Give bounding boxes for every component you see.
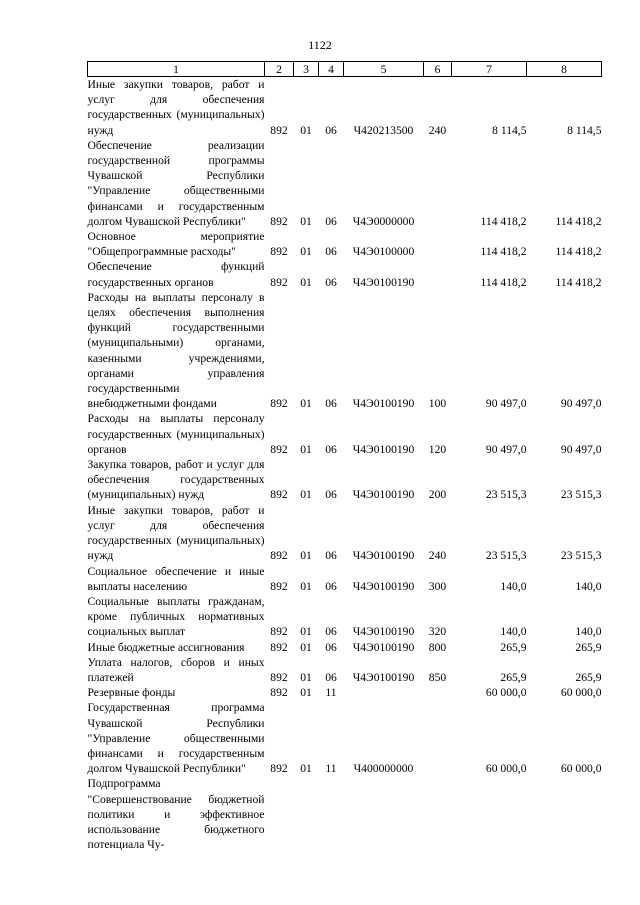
row-amount-2: 140,0 — [575, 579, 602, 593]
row-amount-1: 60 000,0 — [485, 686, 527, 700]
row-amount-2: 114 418,2 — [555, 275, 602, 289]
row-amount-1: 60 000,0 — [485, 762, 527, 776]
row-amount-2: 8 114,5 — [567, 123, 602, 137]
table-row — [88, 685, 602, 700]
row-glav-code: 892 — [270, 275, 288, 289]
row-expense-type-code: 120 — [428, 442, 447, 456]
row-subsection-code: 06 — [325, 275, 337, 289]
row-glav-code: 892 — [270, 686, 288, 700]
row-subsection-code: 06 — [325, 214, 337, 228]
row-glav-code: 892 — [270, 488, 288, 502]
row-name: Социальное обеспечение и иные выплаты населению — [87, 564, 265, 593]
row-section-code: 01 — [300, 397, 312, 411]
row-amount-1: 140,0 — [500, 625, 527, 639]
row-amount-1: 90 497,0 — [485, 442, 527, 456]
row-section-code: 01 — [300, 488, 312, 502]
row-subsection-code: 06 — [325, 123, 337, 137]
row-amount-2: 140,0 — [575, 625, 602, 639]
table-row — [88, 290, 602, 412]
row-target-article-code: Ч4Э0100000 — [352, 245, 415, 259]
row-name: Государственная программа Чувашской Республики "Управление общественными финансами и государственным долгом Чувашской Республики" — [87, 701, 265, 776]
row-glav-code: 892 — [270, 397, 288, 411]
row-target-article-code: Ч4Э0100190 — [352, 579, 415, 593]
column-header-3: 3 — [294, 62, 319, 77]
row-name: Закупка товаров, работ и услуг для обеспечения государственных (муниципальных) нужд — [87, 458, 265, 502]
row-glav-code: 892 — [270, 245, 288, 259]
row-amount-1: 114 418,2 — [480, 245, 527, 259]
row-section-code: 01 — [300, 625, 312, 639]
row-expense-type-code: 850 — [428, 670, 447, 684]
row-expense-type-code — [424, 700, 452, 776]
row-section-code: 01 — [300, 275, 312, 289]
row-glav-code: 892 — [270, 670, 288, 684]
row-glav-code: 892 — [270, 123, 288, 137]
table-body — [88, 77, 602, 853]
row-glav-code: 892 — [270, 640, 288, 654]
row-subsection-code: 06 — [325, 245, 337, 259]
row-expense-type-code — [424, 229, 452, 259]
row-section-code: 01 — [300, 579, 312, 593]
row-section-code: 01 — [300, 245, 312, 259]
page-number: 1122 — [308, 38, 332, 52]
row-expense-type-code — [424, 685, 452, 700]
row-amount-2: 90 497,0 — [560, 442, 602, 456]
row-name: Резервные фонды — [87, 686, 176, 700]
row-glav-code: 892 — [270, 214, 288, 228]
row-target-article-code: Ч4Э0100190 — [352, 640, 415, 654]
column-header-2: 2 — [265, 62, 294, 77]
table-row — [88, 564, 602, 594]
row-section-code: 01 — [300, 686, 312, 700]
row-amount-2: 114 418,2 — [555, 245, 602, 259]
row-amount-2 — [527, 776, 602, 852]
row-amount-2: 114 418,2 — [555, 214, 602, 228]
row-target-article-code: Ч4Э0100190 — [352, 442, 415, 456]
row-glav-code: 892 — [270, 549, 288, 563]
table-row — [88, 655, 602, 685]
table-row — [88, 138, 602, 229]
row-amount-1: 8 114,5 — [492, 123, 527, 137]
table-row — [88, 594, 602, 640]
row-subsection-code: 06 — [325, 625, 337, 639]
row-target-article-code: Ч420213500 — [353, 123, 414, 137]
row-amount-2: 60 000,0 — [560, 762, 602, 776]
row-amount-1: 265,9 — [500, 670, 527, 684]
row-amount-1 — [452, 776, 527, 852]
row-amount-2: 23 515,3 — [560, 549, 602, 563]
table-row — [88, 411, 602, 457]
row-section-code: 01 — [300, 442, 312, 456]
row-amount-1: 265,9 — [500, 640, 527, 654]
row-glav-code: 892 — [270, 579, 288, 593]
row-name: Иные закупки товаров, работ и услуг для обеспечения государственных (муниципальных) нужд — [87, 78, 265, 137]
row-target-article-code: Ч4Э0100190 — [352, 625, 415, 639]
row-name: Обеспечение функций государственных органов — [87, 260, 265, 289]
row-glav-code: 892 — [270, 625, 288, 639]
column-number-header-row — [88, 62, 602, 77]
row-subsection-code: 06 — [325, 670, 337, 684]
table-row — [88, 259, 602, 289]
row-glav-code: 892 — [270, 762, 288, 776]
row-glav-code: 892 — [270, 442, 288, 456]
row-target-article-code: Ч400000000 — [353, 762, 414, 776]
row-amount-2: 265,9 — [575, 670, 602, 684]
row-subsection-code: 11 — [325, 686, 337, 700]
row-subsection-code: 06 — [325, 579, 337, 593]
row-target-article-code: Ч4Э0000000 — [352, 214, 415, 228]
row-target-article-code: Ч4Э0100190 — [352, 275, 415, 289]
row-amount-1: 23 515,3 — [485, 549, 527, 563]
row-subsection-code: 11 — [325, 762, 337, 776]
row-target-article-code: Ч4Э0100190 — [352, 549, 415, 563]
row-name: Расходы на выплаты персоналу в целях обеспечения выполнения функций государственными (муниципальными) органами, казенными учреждениями, органами управления государственными внебюджетными фондами — [87, 290, 265, 411]
row-name: Иные бюджетные ассигнования — [87, 640, 245, 654]
column-header-8: 8 — [527, 62, 602, 77]
column-header-1: 1 — [88, 62, 265, 77]
row-section-code — [294, 776, 319, 852]
row-subsection-code: 06 — [325, 442, 337, 456]
row-expense-type-code: 100 — [428, 397, 447, 411]
table-row — [88, 640, 602, 655]
row-subsection-code: 06 — [325, 397, 337, 411]
row-subsection-code: 06 — [325, 640, 337, 654]
row-expense-type-code — [424, 259, 452, 289]
row-amount-1: 114 418,2 — [480, 275, 527, 289]
table-row — [88, 776, 602, 852]
column-header-7: 7 — [452, 62, 527, 77]
row-name: Обеспечение реализации государственной программы Чувашской Республики "Управление общественными финансами и государственным долгом Чувашской Республики" — [87, 138, 265, 228]
row-amount-2: 90 497,0 — [560, 397, 602, 411]
row-section-code: 01 — [300, 549, 312, 563]
row-amount-2: 23 515,3 — [560, 488, 602, 502]
table-row — [88, 503, 602, 564]
row-name: Расходы на выплаты персоналу государственных (муниципальных) органов — [87, 412, 265, 456]
row-name: Социальные выплаты гражданам, кроме публичных нормативных социальных выплат — [87, 594, 265, 639]
row-name: Основное мероприятие "Общепрограммные расходы" — [87, 230, 265, 259]
row-section-code: 01 — [300, 214, 312, 228]
table-row — [88, 457, 602, 503]
table-row — [88, 700, 602, 776]
row-expense-type-code: 200 — [428, 488, 447, 502]
row-amount-1: 23 515,3 — [485, 488, 527, 502]
row-name: Уплата налогов, сборов и иных платежей — [87, 655, 265, 684]
row-expense-type-code: 800 — [428, 640, 447, 654]
row-glav-code — [265, 776, 294, 852]
row-expense-type-code: 240 — [428, 123, 447, 137]
row-target-article-code: Ч4Э0100190 — [352, 397, 415, 411]
row-subsection-code: 06 — [325, 488, 337, 502]
row-expense-type-code: 240 — [428, 549, 447, 563]
row-section-code: 01 — [300, 762, 312, 776]
row-target-article-code — [344, 776, 424, 852]
row-amount-1: 90 497,0 — [485, 397, 527, 411]
row-amount-2: 265,9 — [575, 640, 602, 654]
table-row — [88, 77, 602, 138]
column-header-5: 5 — [344, 62, 424, 77]
row-expense-type-code: 300 — [428, 579, 447, 593]
row-subsection-code — [319, 776, 344, 852]
row-section-code: 01 — [300, 640, 312, 654]
column-header-4: 4 — [319, 62, 344, 77]
table-row — [88, 229, 602, 259]
row-expense-type-code — [424, 138, 452, 229]
row-amount-1: 140,0 — [500, 579, 527, 593]
row-target-article-code — [344, 685, 424, 700]
row-section-code: 01 — [300, 670, 312, 684]
row-name: Иные закупки товаров, работ и услуг для обеспечения государственных (муниципальных) нужд — [87, 503, 265, 563]
column-header-6: 6 — [424, 62, 452, 77]
row-section-code: 01 — [300, 123, 312, 137]
row-target-article-code: Ч4Э0100190 — [352, 488, 415, 502]
budget-table — [87, 61, 602, 852]
row-amount-1: 114 418,2 — [480, 214, 527, 228]
row-expense-type-code: 320 — [428, 625, 447, 639]
row-subsection-code: 06 — [325, 549, 337, 563]
row-amount-2: 60 000,0 — [560, 686, 602, 700]
row-expense-type-code — [424, 776, 452, 852]
row-name: Подпрограмма "Совершенствование бюджетной политики и эффективное использование бюджетного потенциала Чу- — [87, 777, 265, 852]
row-target-article-code: Ч4Э0100190 — [352, 670, 415, 684]
